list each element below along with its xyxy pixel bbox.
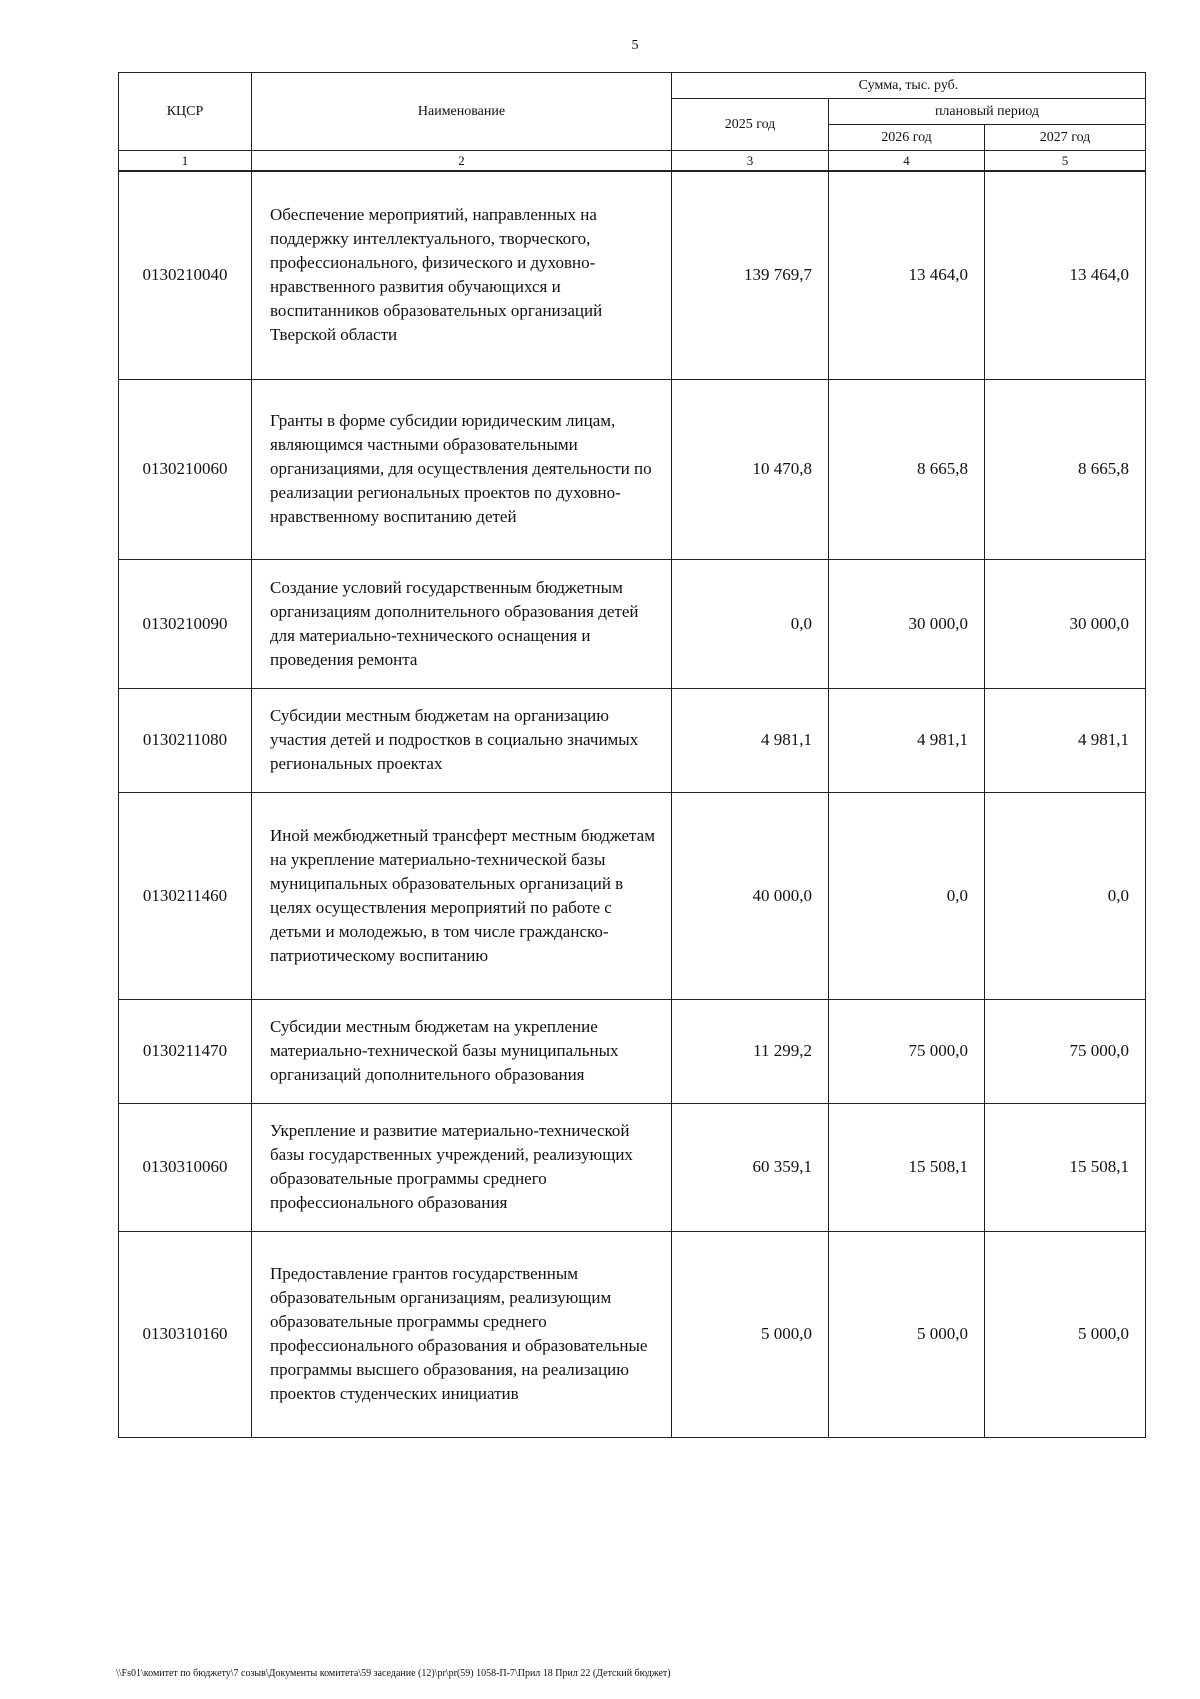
amount-2027: 75 000,0 [985, 999, 1146, 1103]
kcsr-code: 0130210060 [119, 379, 252, 559]
amount-2027: 15 508,1 [985, 1103, 1146, 1231]
table-row [119, 559, 1146, 688]
file-path-footer: \\Fs01\комитет по бюджету\7 созыв\Документы комитета\59 заседание (12)\pr\pr(59) 1058-П-7\Прил 18 Прил 22 (Детский бюджет) [116, 1668, 671, 1679]
amount-2025: 139 769,7 [672, 171, 829, 379]
item-name: Обеспечение мероприятий, направленных на поддержку интеллектуального, творческого, профессионального, физического и духовно-нравственного развития обучающихся и воспитанников образовательных организаций Тверской области [252, 171, 672, 379]
amount-2026: 8 665,8 [829, 379, 985, 559]
kcsr-code: 0130310060 [119, 1103, 252, 1231]
kcsr-code: 0130210090 [119, 559, 252, 688]
header-name: Наименование [252, 73, 672, 151]
amount-2025: 40 000,0 [672, 792, 829, 999]
amount-2026: 5 000,0 [829, 1231, 985, 1437]
budget-table [118, 72, 1146, 1438]
table-row [119, 792, 1146, 999]
kcsr-code: 0130310160 [119, 1231, 252, 1437]
amount-2025: 10 470,8 [672, 379, 829, 559]
amount-2025: 60 359,1 [672, 1103, 829, 1231]
table-row [119, 1231, 1146, 1437]
page-number: 5 [631, 38, 639, 53]
kcsr-code: 0130211080 [119, 688, 252, 792]
table-row [119, 171, 1146, 379]
column-number: 1 [119, 151, 252, 172]
item-name: Иной межбюджетный трансферт местным бюджетам на укрепление материально-технической базы муниципальных образовательных организаций в целях осуществления мероприятий по работе с детьми и молодежью, в том числе гражданско-патриотическому воспитанию [252, 792, 672, 999]
amount-2027: 5 000,0 [985, 1231, 1146, 1437]
item-name: Предоставление грантов государственным образовательным организациям, реализующим образовательные программы среднего профессионального образования и образовательные программы высшего образования, на реализацию проектов студенческих инициатив [252, 1231, 672, 1437]
amount-2027: 0,0 [985, 792, 1146, 999]
item-name: Укрепление и развитие материально-технической базы государственных учреждений, реализующих образовательные программы среднего профессионального образования [252, 1103, 672, 1231]
table-row [119, 379, 1146, 559]
kcsr-code: 0130210040 [119, 171, 252, 379]
column-number: 2 [252, 151, 672, 172]
amount-2025: 0,0 [672, 559, 829, 688]
header-sum: Сумма, тыс. руб. [672, 73, 1146, 99]
amount-2026: 13 464,0 [829, 171, 985, 379]
header-code: КЦСР [119, 73, 252, 151]
amount-2026: 30 000,0 [829, 559, 985, 688]
amount-2027: 13 464,0 [985, 171, 1146, 379]
column-number: 5 [985, 151, 1146, 172]
table-row [119, 688, 1146, 792]
amount-2026: 4 981,1 [829, 688, 985, 792]
column-number: 3 [672, 151, 829, 172]
amount-2025: 5 000,0 [672, 1231, 829, 1437]
column-number: 4 [829, 151, 985, 172]
header-year-2025: 2025 год [672, 99, 829, 151]
table-row [119, 999, 1146, 1103]
table-row [119, 1103, 1146, 1231]
amount-2027: 8 665,8 [985, 379, 1146, 559]
amount-2026: 15 508,1 [829, 1103, 985, 1231]
item-name: Создание условий государственным бюджетным организациям дополнительного образования детей для материально-технического оснащения и проведения ремонта [252, 559, 672, 688]
amount-2027: 30 000,0 [985, 559, 1146, 688]
item-name: Гранты в форме субсидии юридическим лицам, являющимся частными образовательными организациями, для осуществления деятельности по реализации региональных проектов по духовно-нравственному воспитанию детей [252, 379, 672, 559]
amount-2025: 4 981,1 [672, 688, 829, 792]
amount-2027: 4 981,1 [985, 688, 1146, 792]
amount-2025: 11 299,2 [672, 999, 829, 1103]
item-name: Субсидии местным бюджетам на организацию участия детей и подростков в социально значимых региональных проектах [252, 688, 672, 792]
kcsr-code: 0130211470 [119, 999, 252, 1103]
header-year-2026: 2026 год [829, 125, 985, 151]
item-name: Субсидии местным бюджетам на укрепление материально-технической базы муниципальных организаций дополнительного образования [252, 999, 672, 1103]
kcsr-code: 0130211460 [119, 792, 252, 999]
header-year-2027: 2027 год [985, 125, 1146, 151]
header-planning-period: плановый период [829, 99, 1146, 125]
amount-2026: 0,0 [829, 792, 985, 999]
amount-2026: 75 000,0 [829, 999, 985, 1103]
